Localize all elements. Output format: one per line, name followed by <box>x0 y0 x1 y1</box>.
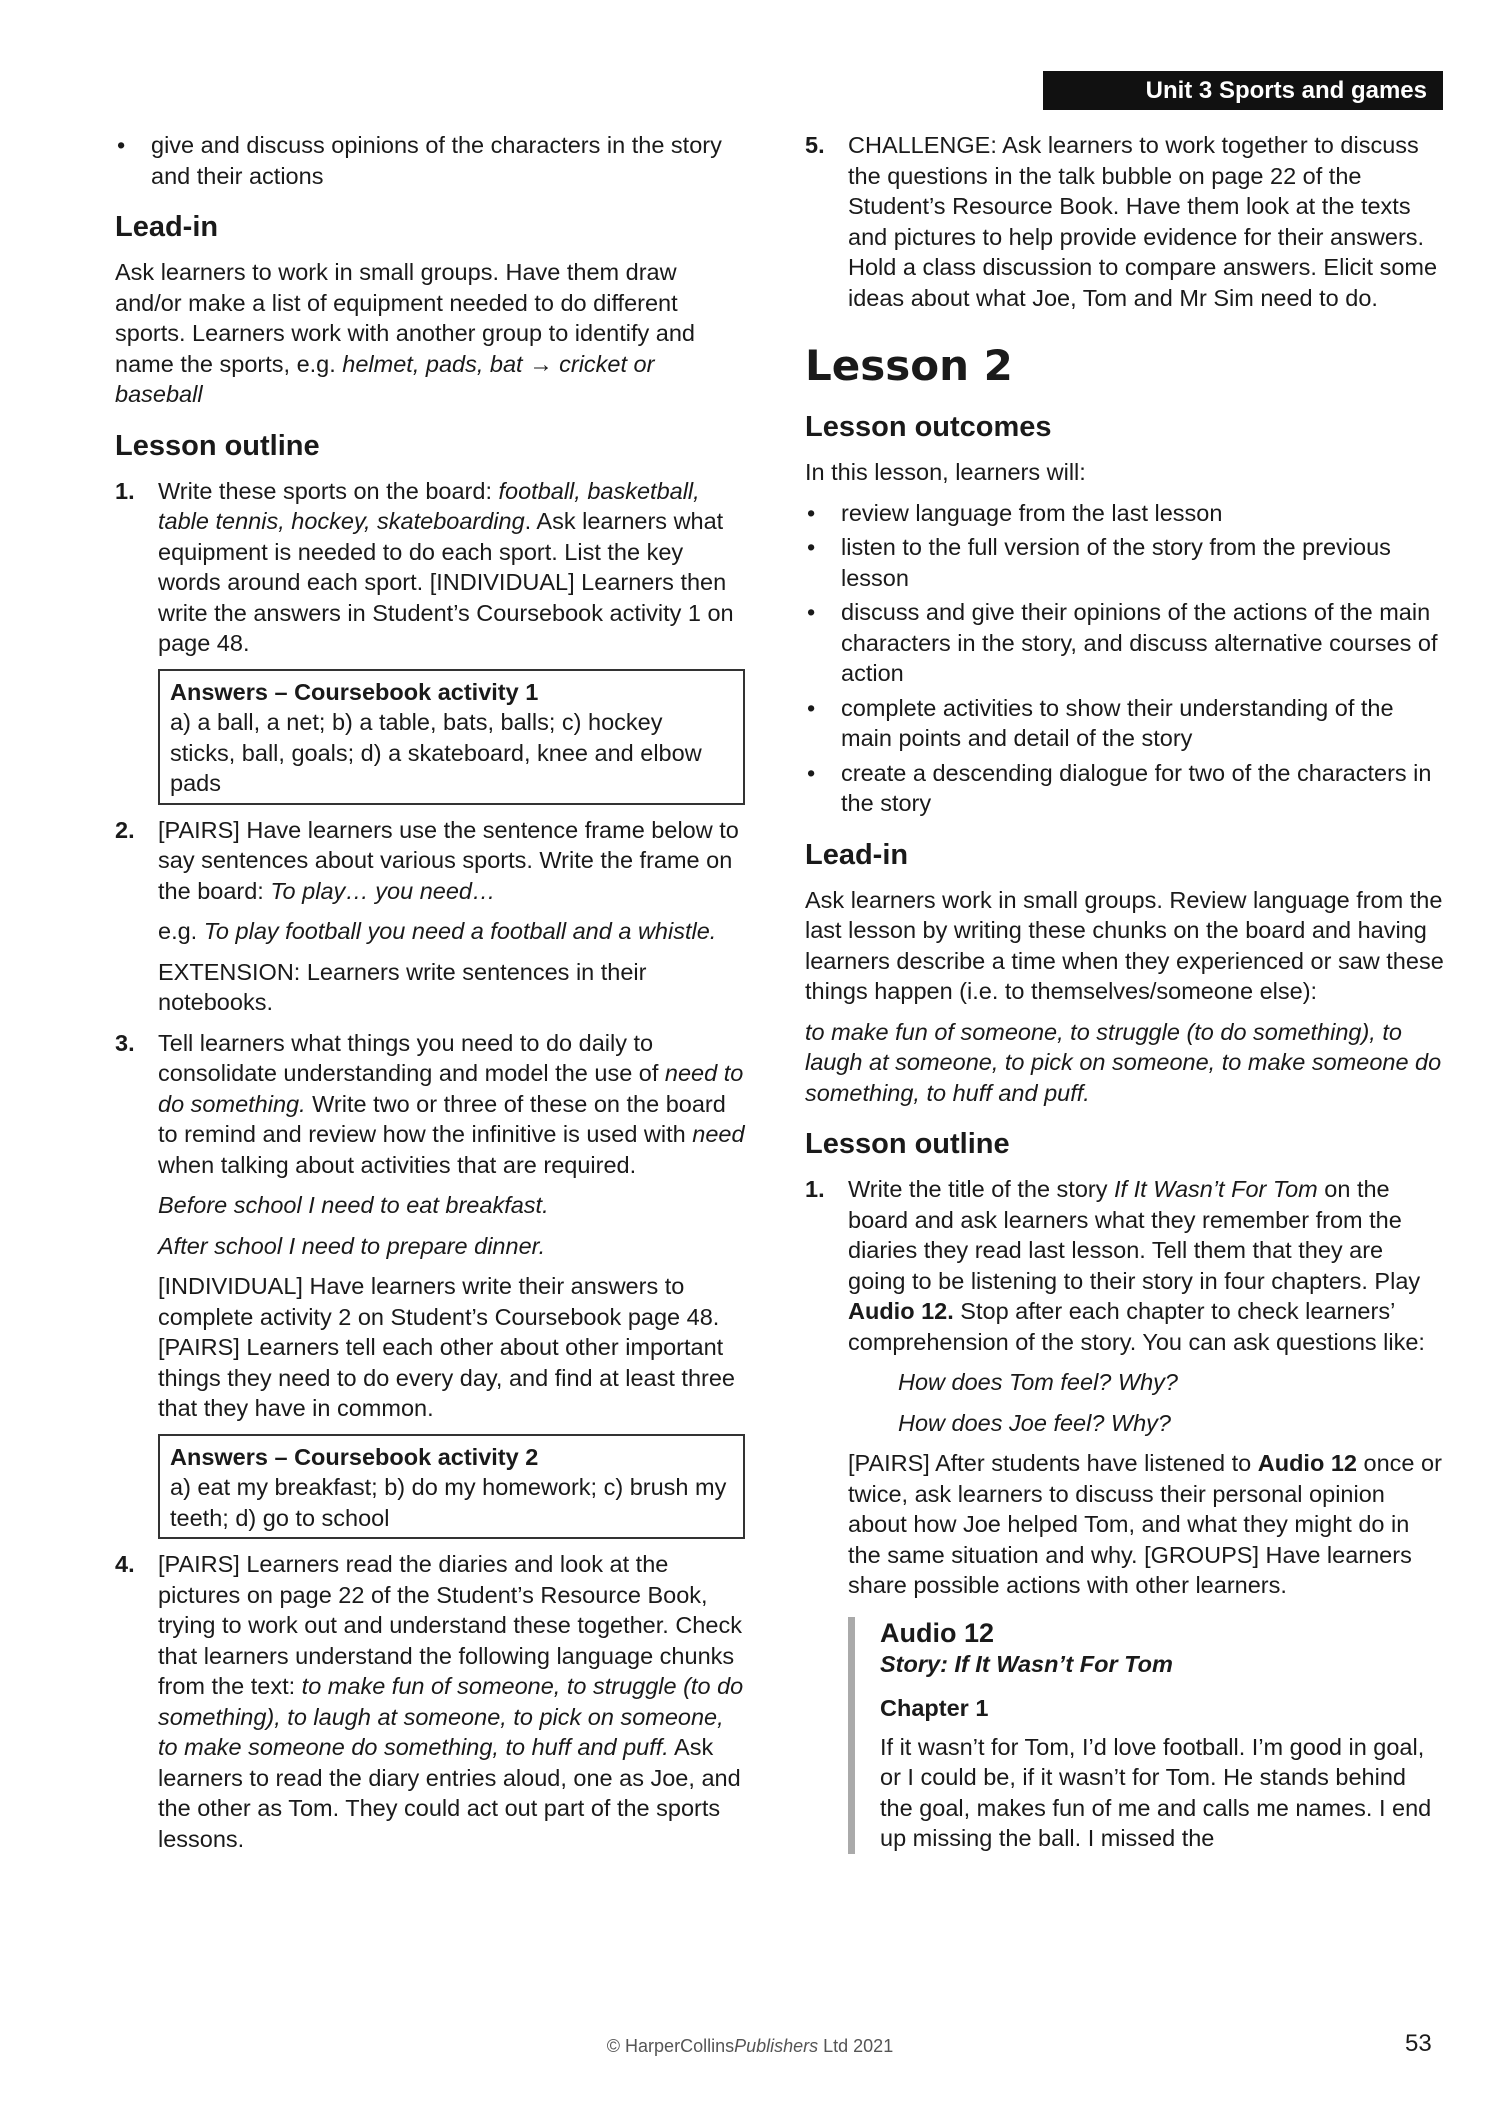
step-number: 4. <box>115 1551 135 1577</box>
step-3 <box>115 1028 745 1540</box>
step-number: 1. <box>805 1176 825 1202</box>
bullet-icon: • <box>807 499 816 526</box>
lesson-outline-steps <box>115 476 745 1855</box>
step-number: 3. <box>115 1029 135 1056</box>
challenge-steps <box>805 130 1445 313</box>
question-2: How does Joe feel? Why? <box>898 1409 1172 1436</box>
step-2-text: [PAIRS] Have learners use the sentence frame below to say sentences about various sports. Write the frame on the board: To play… you need… <box>158 816 739 904</box>
lesson-outline-heading: Lesson outline <box>805 1128 1010 1160</box>
audio-title: Audio 12 <box>880 1617 995 1648</box>
step-4-text: [PAIRS] Learners read the diaries and look at the pictures on page 22 of the Student’s Resource Book, trying to work out and understand these together. Check that learners understand the following language chunks from the text: to make fun of someone, to struggle (to do something), to laugh at someone, to pick on someone, to make someone do something, to huff and puff. Ask learners to read the diary entries aloud, one as Joe, and the other as Tom. They could act out part of the sports lessons. <box>158 1551 744 1852</box>
step-5-text: CHALLENGE: Ask learners to work together to discuss the questions in the talk bubble on page 22 of the Student’s Resource Book. Have them look at the texts and pictures to help provide evidence for their answers. Hold a class discussion to compare answers. Elicit some ideas about what Joe, Tom and Mr Sim need to do. <box>848 132 1438 311</box>
lesson-outline-heading: Lesson outline <box>115 429 320 462</box>
outcome-item: • review language from the last lesson <box>805 498 1445 529</box>
step-4 <box>115 1549 745 1854</box>
outcome-item: • create a descending dialogue for two of the characters in the story <box>807 759 1432 816</box>
answers-box-activity-1 <box>158 669 745 805</box>
left-column <box>115 130 745 1864</box>
answers-title: Answers – Coursebook activity 1 <box>170 678 539 705</box>
chapter-text: If it wasn’t for Tom, I’d love football. I’m good in goal, or I could be, if it wasn’t for Tom. He stands behind the goal, makes fun of me and calls me names. I end up missing the ball. I missed the <box>880 1733 1432 1851</box>
bullet-icon: • <box>807 694 816 721</box>
leadin-paragraph: Ask learners to work in small groups. Have them draw and/or make a list of equipment needed to do different sports. Learners work with another group to identify and name the sports, e.g. helmet, pads, bat → cricket or baseball <box>115 259 695 407</box>
leadin-paragraph: Ask learners work in small groups. Review language from the last lesson by writing these chunks on the board and having learners describe a time when they experienced or saw these things happen (i.e. to themselves/someone else): <box>805 886 1444 1004</box>
step-3-text: Tell learners what things you need to do daily to consolidate understanding and model the use of need to do something. Write two or three of these on the board to remind and review how the infinitive is used with need when talking about activities that are required. <box>158 1029 745 1178</box>
answers-title: Answers – Coursebook activity 2 <box>170 1443 539 1470</box>
lesson-outcomes-heading: Lesson outcomes <box>805 411 1052 443</box>
right-column <box>805 130 1445 1864</box>
answers-text: a) eat my breakfast; b) do my homework; c) brush my teeth; d) go to school <box>170 1474 727 1531</box>
outcome-item: • complete activities to show their understanding of the main points and detail of the story <box>807 694 1394 751</box>
audio-subtitle: Story: If It Wasn’t For Tom <box>880 1650 1173 1677</box>
step-5 <box>805 130 1445 313</box>
step-number: 2. <box>115 816 135 843</box>
step-3-paragraph: [INDIVIDUAL] Have learners write their answers to complete activity 2 on Student’s Coursebook page 48. [PAIRS] Learners tell each other about other important things they need to do every day, and find at least three that they have in common. <box>158 1273 736 1421</box>
step-2-example: e.g. To play football you need a football and a whistle. <box>158 918 717 944</box>
leadin-chunks: to make fun of someone, to struggle (to do something), to laugh at someone, to pick on someone, to make someone do something, to huff and puff. <box>805 1018 1442 1106</box>
page-number: 53 <box>1405 2030 1432 2057</box>
leadin-heading: Lead-in <box>805 838 909 871</box>
outcome-item: • discuss and give their opinions of the actions of the main characters in the story, and discuss alternative courses of action <box>807 599 1438 686</box>
bullet-item: • give and discuss opinions of the characters in the story and their actions <box>117 132 722 189</box>
step-1 <box>115 476 745 805</box>
question-1: How does Tom feel? Why? <box>898 1369 1178 1395</box>
audio-transcript-box <box>848 1617 1445 1854</box>
lesson-2-title: Lesson 2 <box>805 341 1013 390</box>
step-2 <box>115 815 745 1018</box>
step-2-extension: EXTENSION: Learners write sentences in their notebooks. <box>158 958 647 1015</box>
step-number: 5. <box>805 132 825 158</box>
outcomes-list <box>805 498 1445 819</box>
step-3-example-1: Before school I need to eat breakfast. <box>158 1192 549 1218</box>
step-3-example-2: After school I need to prepare dinner. <box>158 1232 546 1259</box>
copyright-footer: © HarperCollinsPublishers Ltd 2021 <box>606 2036 894 2056</box>
lesson-2-outline-steps <box>805 1174 1445 1854</box>
bullet-icon: • <box>807 534 816 560</box>
step-1-pairs-text: [PAIRS] After students have listened to Audio 12 once or twice, ask learners to discuss their personal opinion about how Joe helped Tom, and what they might do in the same situation and why. [GROUPS] Have learners share possible actions with other learners. <box>848 1450 1442 1598</box>
chapter-heading: Chapter 1 <box>880 1695 989 1721</box>
step-1-text: Write the title of the story If It Wasn’t For Tom on the board and ask learners what they remember from the diaries they read last lesson. Tell them that they are going to be listening to their story in four chapters. Play Audio 12. Stop after each chapter to check learners’ comprehension of the story. You can ask questions like: <box>848 1176 1425 1355</box>
unit-banner: Unit 3 Sports and games <box>1043 71 1443 110</box>
step-number: 1. <box>115 477 135 504</box>
leadin-heading: Lead-in <box>115 211 219 243</box>
answers-text: a) a ball, a net; b) a table, bats, balls; c) hockey sticks, ball, goals; d) a skateboard, knee and elbow pads <box>170 709 702 796</box>
bullet-icon: • <box>807 599 816 625</box>
step-1 <box>805 1174 1445 1854</box>
bullet-icon: • <box>117 132 126 158</box>
top-bullet-list <box>115 130 745 191</box>
bullet-icon: • <box>807 759 816 786</box>
outcomes-intro: In this lesson, learners will: <box>805 459 1086 485</box>
outcome-item: • listen to the full version of the story from the previous lesson <box>807 534 1391 591</box>
answers-box-activity-2 <box>158 1434 745 1540</box>
step-1-text: Write these sports on the board: football, basketball, table tennis, hockey, skateboarding. Ask learners what equipment is needed to do each sport. List the key words around each sport. [INDIVIDUAL] Learners then write the answers in Student’s Coursebook activity 1 on page 48. <box>158 477 734 656</box>
